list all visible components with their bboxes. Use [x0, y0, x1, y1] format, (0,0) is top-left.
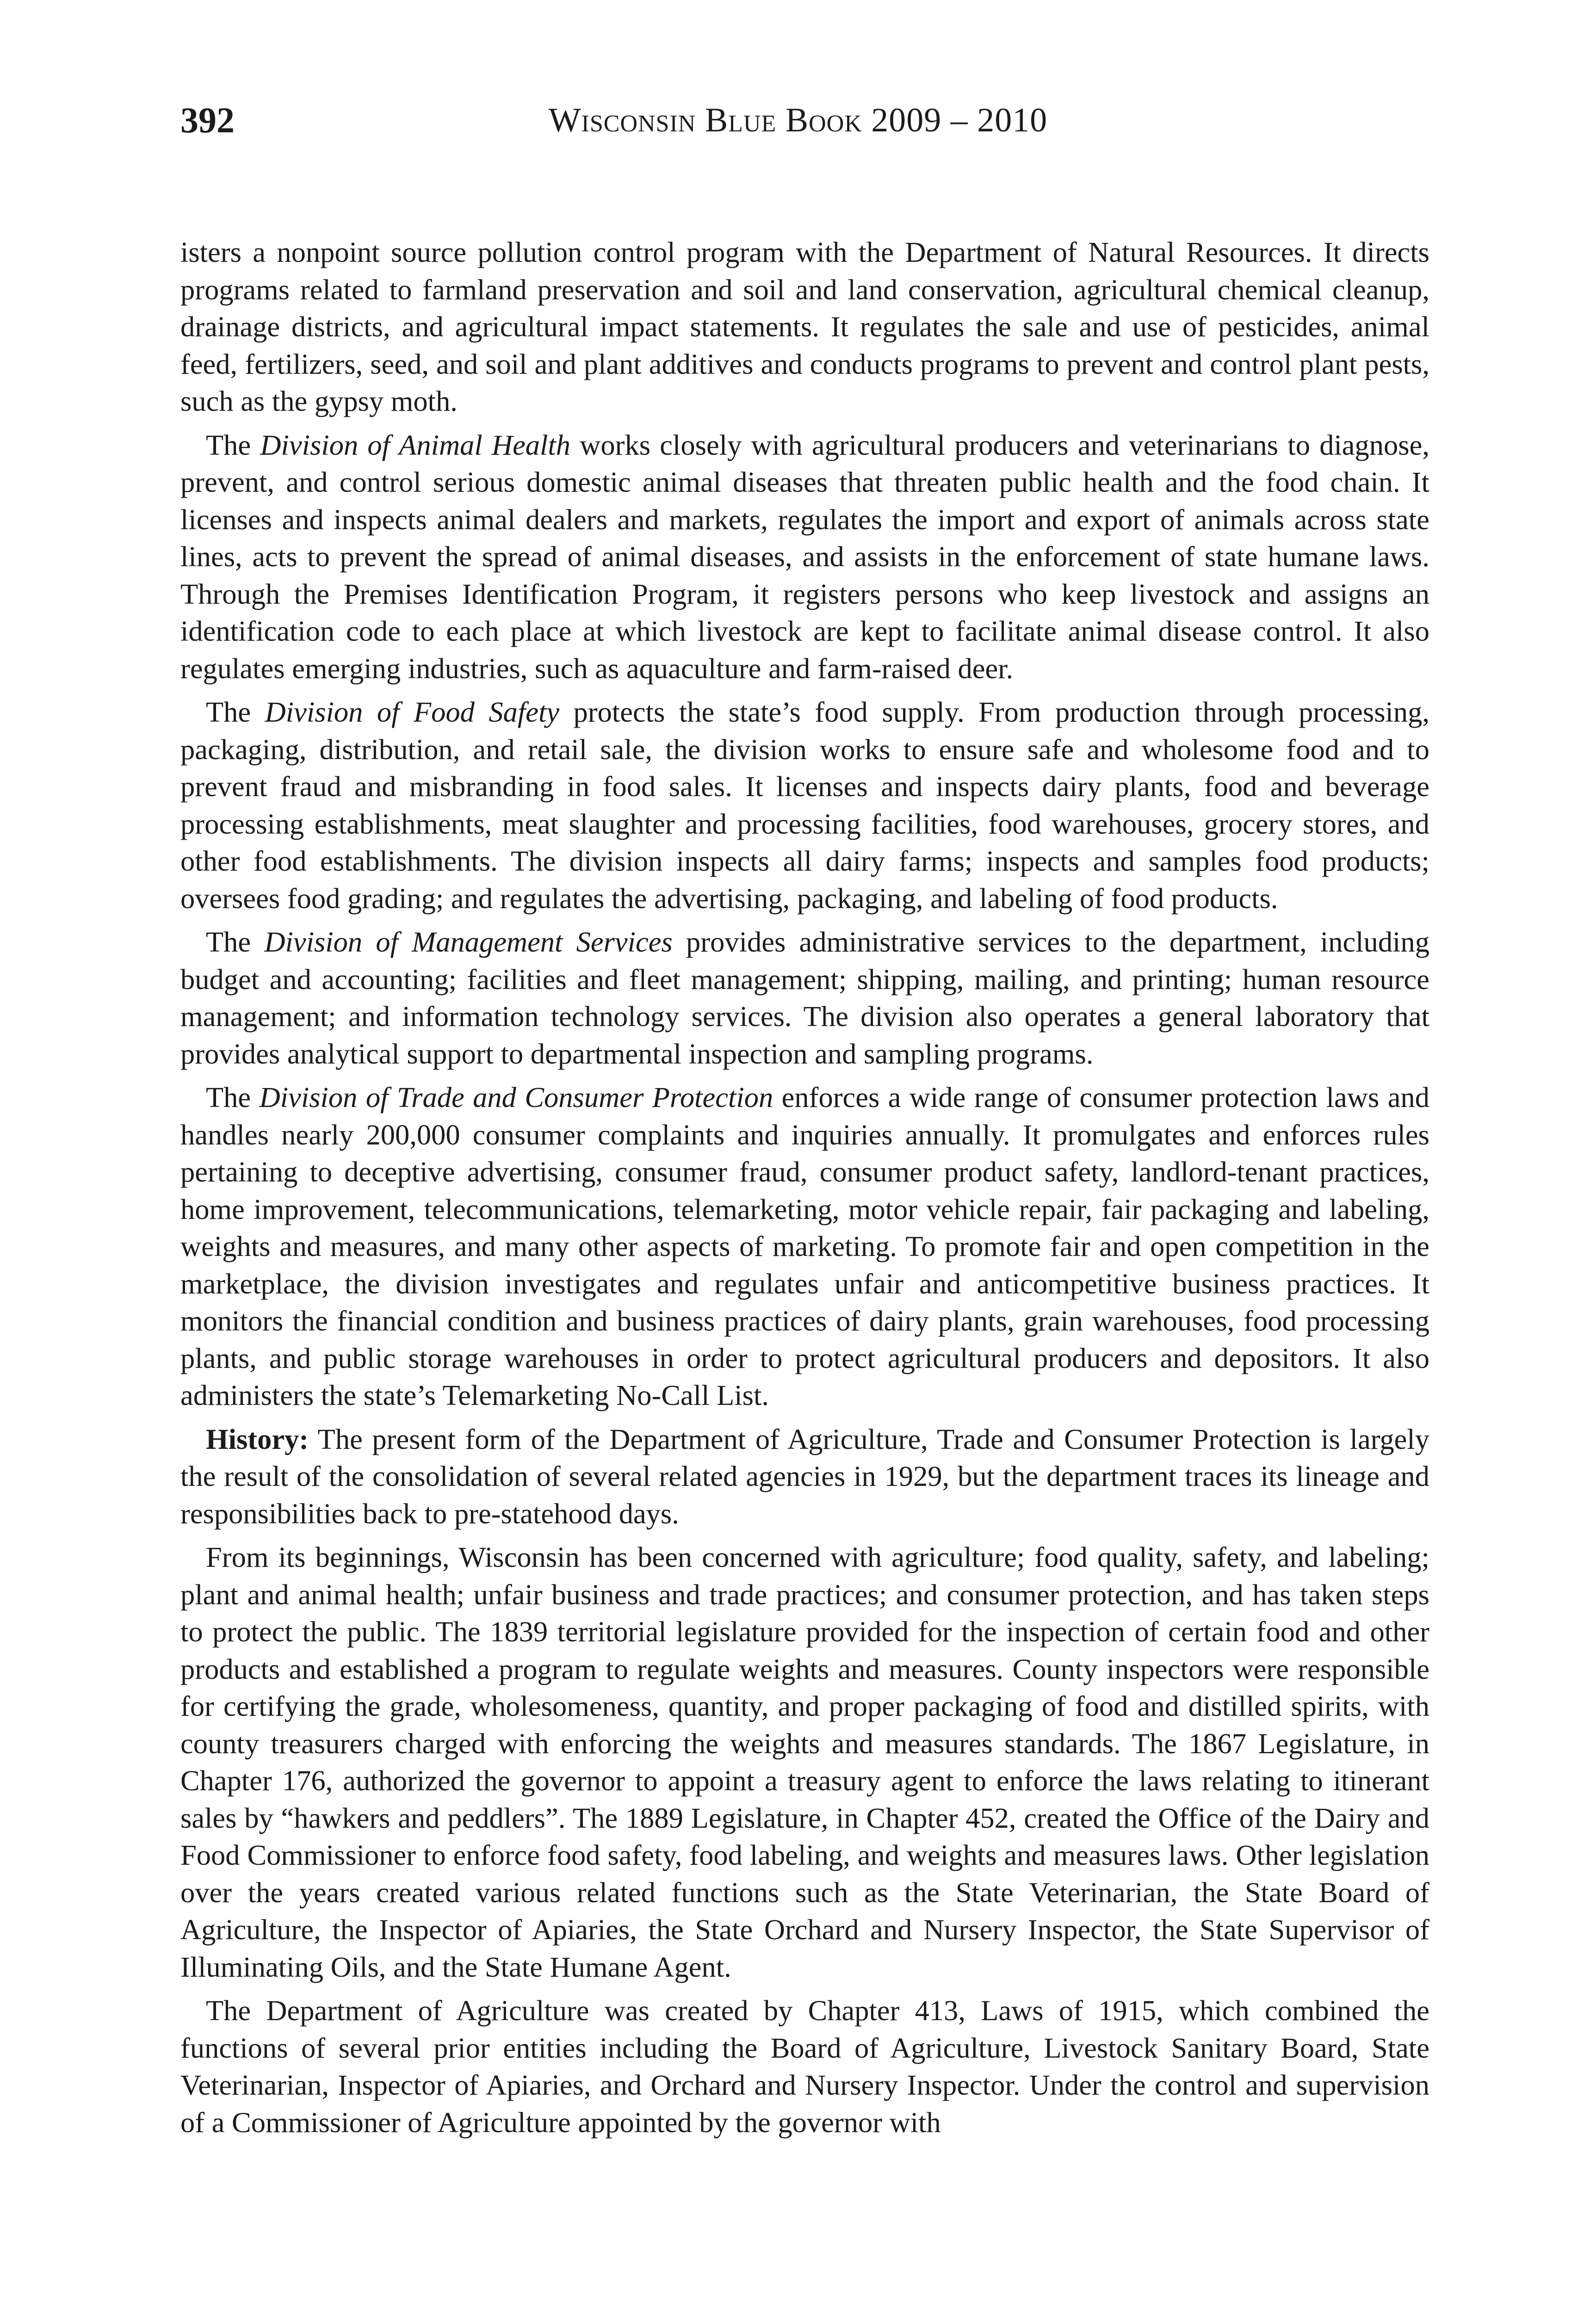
division-name-food-safety: Division of Food Safety	[265, 696, 560, 728]
paragraph-history	[180, 1421, 1429, 1533]
paragraph-continued: isters a nonpoint source pollution control program with the Department of Natural Resources. It directs programs related to farmland preservation and soil and land conservation, agricultural chemical cleanup, drainage districts, and agricultural impact statements. It regulates the sale and use of pesticides, animal feed, fertilizers, seed, and soil and plant additives and conducts programs to prevent and control plant pests, such as the gypsy moth.	[180, 236, 1429, 417]
division-name-management-services: Division of Management Services	[264, 926, 673, 958]
history-label: History:	[206, 1422, 309, 1455]
paragraph-trade-consumer-protection	[180, 1079, 1429, 1414]
paragraph-food-safety	[180, 693, 1429, 917]
paragraph-text: The present form of the Department of Agriculture, Trade and Consumer Protection is largely the result of the consolidation of several related agencies in 1929, but the department traces its lineage and responsibilities back to pre-statehood days.	[180, 1422, 1429, 1530]
paragraph-lead: The	[206, 696, 265, 728]
paragraph-management-services	[180, 923, 1429, 1072]
body-text	[180, 234, 1429, 2147]
paragraph-lead: The	[206, 428, 260, 461]
page-number: 392	[180, 100, 235, 140]
paragraph-animal-health	[180, 427, 1429, 687]
paragraph-beginnings: From its beginnings, Wisconsin has been concerned with agriculture; food quality, safety, and labeling; plant and animal health; unfair business and trade practices; and consumer protection, and has taken steps to protect the public. The 1839 territorial legislature provided for the inspection of certain food and other products and established a program to regulate weights and measures. County inspectors were responsible for certifying the grade, wholesomeness, quantity, and proper packaging of food and distilled spirits, with county treasurers charged with enforcing the weights and measures standards. The 1867 Legislature, in Chapter 176, authorized the governor to appoint a treasury agent to enforce the laws relating to itinerant sales by “hawkers and peddlers”. The 1889 Legislature, in Chapter 452, created the Office of the Dairy and Food Commissioner to enforce food safety, food labeling, and weights and measures laws. Other legislation over the years created various related functions such as the State Veterinarian, the State Board of Agriculture, the Inspector of Apiaries, the State Orchard and Nursery Inspector, the State Supervisor of Illuminating Oils, and the State Humane Agent.	[180, 1541, 1429, 1983]
division-name-animal-health: Division of Animal Health	[260, 428, 571, 461]
running-head: Wisconsin Blue Book 2009 – 2010	[548, 101, 1048, 139]
division-name-trade-consumer-protection: Division of Trade and Consumer Protection	[259, 1081, 773, 1113]
paragraph-lead: The	[206, 1081, 260, 1113]
page-header	[180, 95, 1416, 146]
paragraph-text: provides administrative services to the department, including budget and accounting; facilities and fleet management; shipping, mailing, and printing; human resource management; and information technology services. The division also operates a general laboratory that provides analytical support to departmental inspection and sampling programs.	[180, 926, 1430, 1070]
paragraph-department-created: The Department of Agriculture was created by Chapter 413, Laws of 1915, which combined the functions of several prior entities including the Board of Agriculture, Livestock Sanitary Board, State Veterinarian, Inspector of Apiaries, and Orchard and Nursery Inspector. Under the control and supervision of a Commissioner of Agriculture appointed by the governor with	[180, 1994, 1429, 2139]
paragraph-text: enforces a wide range of consumer protection laws and handles nearly 200,000 consumer complaints and inquiries annually. It promulgates and enforces rules pertaining to deceptive advertising, consumer fraud, consumer product safety, landlord-tenant practices, home improvement, telecommunications, telemarketing, motor vehicle repair, fair packaging and labeling, weights and measures, and many other aspects of marketing. To promote fair and open competition in the marketplace, the division investigates and regulates unfair and anticompetitive business practices. It monitors the financial condition and business practices of dairy plants, grain warehouses, food processing plants, and public storage warehouses in order to protect agricultural producers and depositors. It also administers the state’s Telemarketing No-Call List.	[180, 1081, 1429, 1411]
paragraph-text: works closely with agricultural producers and veterinarians to diagnose, prevent, and control serious domestic animal diseases that threaten public health and the food chain. It licenses and inspects animal dealers and markets, regulates the import and export of animals across state lines, acts to prevent the spread of animal diseases, and assists in the enforcement of state humane laws. Through the Premises Identification Program, it registers persons who keep livestock and assigns an identification code to each place at which livestock are kept to facilitate animal disease control. It also regulates emerging industries, such as aquaculture and farm-raised deer.	[180, 428, 1429, 685]
paragraph-lead: The	[206, 926, 265, 958]
paragraph-text: protects the state’s food supply. From production through processing, packaging, distribution, and retail sale, the division works to ensure safe and wholesome food and to prevent fraud and misbranding in food sales. It licenses and inspects dairy plants, food and beverage processing establishments, meat slaughter and processing facilities, food warehouses, grocery stores, and other food establishments. The division inspects all dairy farms; inspects and samples food products; oversees food grading; and regulates the advertising, packaging, and labeling of food products.	[180, 696, 1430, 915]
